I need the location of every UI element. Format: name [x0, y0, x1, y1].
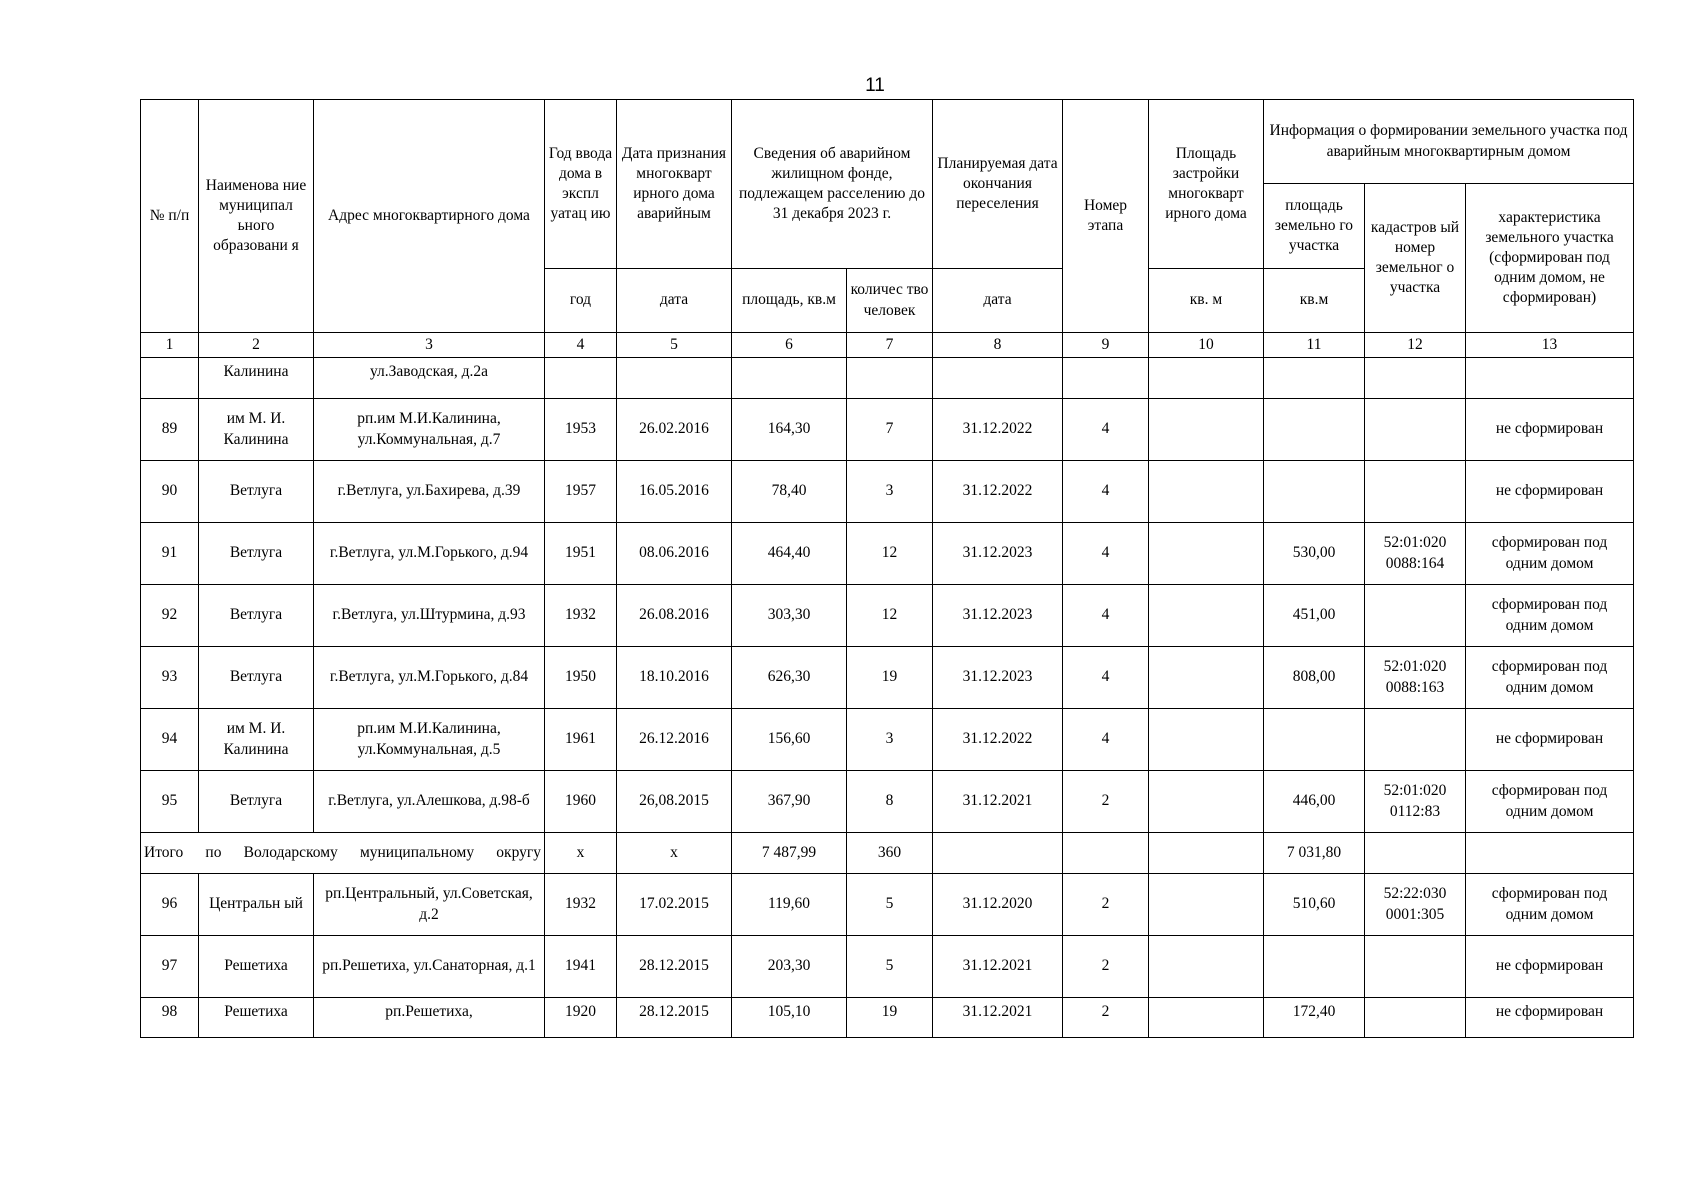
land-characteristic: сформирован под одним домом — [1466, 874, 1634, 936]
fund-area: 303,30 — [732, 585, 847, 647]
col-number: 13 — [1466, 333, 1634, 358]
date-declared: 28.12.2015 — [617, 936, 732, 998]
header-land-char: характеристика земельного участка (сформирован под одним домом, не сформирован) — [1466, 184, 1634, 333]
year-built: 1951 — [545, 523, 617, 585]
date-declared: 26.12.2016 — [617, 709, 732, 771]
land-characteristic: не сформирован — [1466, 936, 1634, 998]
built-area — [1149, 709, 1264, 771]
people-count: 19 — [847, 998, 933, 1038]
header-row-1 — [141, 100, 1634, 184]
total-area: 7 487,99 — [732, 833, 847, 874]
header-planned-date: Планируемая дата окончания переселения — [933, 100, 1063, 269]
cadastral-number — [1365, 998, 1466, 1038]
fund-area: 156,60 — [732, 709, 847, 771]
people-count: 7 — [847, 399, 933, 461]
land-characteristic: не сформирован — [1466, 998, 1634, 1038]
continuation-row — [141, 358, 1634, 399]
address: рп.им М.И.Калинина, ул.Коммунальная, д.5 — [314, 709, 545, 771]
header-built-area: Площадь застройки многокварт ирного дома — [1149, 100, 1264, 269]
built-area — [1149, 771, 1264, 833]
planned-date: 31.12.2021 — [933, 998, 1063, 1038]
date-declared: 26,08.2015 — [617, 771, 732, 833]
date-declared: 16.05.2016 — [617, 461, 732, 523]
municipality: им М. И. Калинина — [199, 709, 314, 771]
col-number: 8 — [933, 333, 1063, 358]
emergency-housing-table — [140, 99, 1634, 1038]
date-declared: 18.10.2016 — [617, 647, 732, 709]
land-area: 510,60 — [1264, 874, 1365, 936]
header-date-declared: Дата признания многокварт ирного дома аварийным — [617, 100, 732, 269]
land-area — [1264, 936, 1365, 998]
col-number: 1 — [141, 333, 199, 358]
cadastral-number: 52:22:030 0001:305 — [1365, 874, 1466, 936]
col-number: 5 — [617, 333, 732, 358]
stage-number: 4 — [1063, 585, 1149, 647]
built-area — [1149, 461, 1264, 523]
land-area — [1264, 399, 1365, 461]
empty-cell — [732, 358, 847, 399]
unit-year: год — [545, 269, 617, 333]
address: рп.им М.И.Калинина, ул.Коммунальная, д.7 — [314, 399, 545, 461]
year-built: 1960 — [545, 771, 617, 833]
continuation-municipality: Калинина — [199, 358, 314, 399]
municipality: Ветлуга — [199, 461, 314, 523]
address: г.Ветлуга, ул.Алешкова, д.98-б — [314, 771, 545, 833]
built-area — [1149, 585, 1264, 647]
people-count: 3 — [847, 709, 933, 771]
planned-date: 31.12.2021 — [933, 771, 1063, 833]
address: г.Ветлуга, ул.Бахирева, д.39 — [314, 461, 545, 523]
cadastral-number: 52:01:020 0088:163 — [1365, 647, 1466, 709]
row-number: 95 — [141, 771, 199, 833]
municipality: Решетиха — [199, 998, 314, 1038]
col-number: 7 — [847, 333, 933, 358]
row-number: 96 — [141, 874, 199, 936]
land-area — [1264, 709, 1365, 771]
cadastral-number: 52:01:020 0088:164 — [1365, 523, 1466, 585]
address: рп.Центральный, ул.Советская, д.2 — [314, 874, 545, 936]
people-count: 19 — [847, 647, 933, 709]
land-characteristic: сформирован под одним домом — [1466, 771, 1634, 833]
year-built: 1957 — [545, 461, 617, 523]
fund-area: 464,40 — [732, 523, 847, 585]
empty-cell — [617, 358, 732, 399]
header-land-info: Информация о формировании земельного участка под аварийным многоквартирным домом — [1264, 100, 1634, 184]
land-characteristic: сформирован под одним домом — [1466, 647, 1634, 709]
header-fund-info: Сведения об аварийном жилищном фонде, подлежащем расселению до 31 декабря 2023 г. — [732, 100, 933, 269]
unit-people: количес тво человек — [847, 269, 933, 333]
municipality: Ветлуга — [199, 585, 314, 647]
continuation-address: ул.Заводская, д.2а — [314, 358, 545, 399]
cadastral-number — [1365, 709, 1466, 771]
table-row — [141, 998, 1634, 1038]
year-built: 1953 — [545, 399, 617, 461]
municipality: Ветлуга — [199, 523, 314, 585]
col-number: 2 — [199, 333, 314, 358]
table-row — [141, 585, 1634, 647]
fund-area: 203,30 — [732, 936, 847, 998]
header-address: Адрес многоквартирного дома — [314, 100, 545, 333]
planned-date: 31.12.2022 — [933, 461, 1063, 523]
cadastral-number: 52:01:020 0112:83 — [1365, 771, 1466, 833]
land-characteristic: сформирован под одним домом — [1466, 523, 1634, 585]
people-count: 12 — [847, 523, 933, 585]
built-area — [1149, 647, 1264, 709]
col-number: 12 — [1365, 333, 1466, 358]
address: г.Ветлуга, ул.М.Горького, д.94 — [314, 523, 545, 585]
fund-area: 119,60 — [732, 874, 847, 936]
unit-area: площадь, кв.м — [732, 269, 847, 333]
year-built: 1950 — [545, 647, 617, 709]
empty-cell — [1063, 358, 1149, 399]
unit-date: дата — [617, 269, 732, 333]
stage-number: 4 — [1063, 461, 1149, 523]
municipality: им М. И. Калинина — [199, 399, 314, 461]
total-label: Итого по Володарскому муниципальному округу — [141, 833, 545, 874]
page-number: 11 — [865, 75, 885, 96]
empty-cell — [933, 358, 1063, 399]
cadastral-number — [1365, 399, 1466, 461]
land-area: 446,00 — [1264, 771, 1365, 833]
stage-number: 2 — [1063, 998, 1149, 1038]
empty-cell — [1365, 358, 1466, 399]
col-number: 9 — [1063, 333, 1149, 358]
planned-date: 31.12.2023 — [933, 585, 1063, 647]
municipality: Решетиха — [199, 936, 314, 998]
header-municipality: Наименова ние муниципал ьного образовани я — [199, 100, 314, 333]
year-built: 1920 — [545, 998, 617, 1038]
year-built: 1932 — [545, 874, 617, 936]
land-area: 451,00 — [1264, 585, 1365, 647]
empty-cell — [1264, 358, 1365, 399]
total-date: x — [617, 833, 732, 874]
table-row — [141, 709, 1634, 771]
cadastral-number — [1365, 936, 1466, 998]
built-area — [1149, 874, 1264, 936]
people-count: 5 — [847, 874, 933, 936]
land-characteristic: не сформирован — [1466, 399, 1634, 461]
unit-planned-date: дата — [933, 269, 1063, 333]
header-num: № п/п — [141, 100, 199, 333]
row-number: 94 — [141, 709, 199, 771]
table-row — [141, 647, 1634, 709]
total-year: x — [545, 833, 617, 874]
land-area: 808,00 — [1264, 647, 1365, 709]
empty-cell — [847, 358, 933, 399]
planned-date: 31.12.2021 — [933, 936, 1063, 998]
land-area — [1264, 461, 1365, 523]
total-cadastral — [1365, 833, 1466, 874]
stage-number: 2 — [1063, 771, 1149, 833]
stage-number: 2 — [1063, 874, 1149, 936]
address: г.Ветлуга, ул.М.Горького, д.84 — [314, 647, 545, 709]
people-count: 5 — [847, 936, 933, 998]
total-built-area — [1149, 833, 1264, 874]
row-number: 92 — [141, 585, 199, 647]
row-number: 89 — [141, 399, 199, 461]
date-declared: 28.12.2015 — [617, 998, 732, 1038]
col-number: 4 — [545, 333, 617, 358]
header-cadastral: кадастров ый номер земельног о участка — [1365, 184, 1466, 333]
date-declared: 17.02.2015 — [617, 874, 732, 936]
year-built: 1941 — [545, 936, 617, 998]
address: г.Ветлуга, ул.Штурмина, д.93 — [314, 585, 545, 647]
fund-area: 367,90 — [732, 771, 847, 833]
empty-cell — [545, 358, 617, 399]
municipality: Ветлуга — [199, 771, 314, 833]
total-people: 360 — [847, 833, 933, 874]
total-planned-date — [933, 833, 1063, 874]
empty-cell — [1149, 358, 1264, 399]
date-declared: 26.02.2016 — [617, 399, 732, 461]
col-number: 3 — [314, 333, 545, 358]
planned-date: 31.12.2022 — [933, 399, 1063, 461]
header-land-area: площадь земельно го участка — [1264, 184, 1365, 269]
empty-cell — [141, 358, 199, 399]
municipality: Центральн ый — [199, 874, 314, 936]
date-declared: 08.06.2016 — [617, 523, 732, 585]
column-number-row — [141, 333, 1634, 358]
header-year-built: Год ввода дома в экспл уатац ию — [545, 100, 617, 269]
stage-number: 4 — [1063, 399, 1149, 461]
table-row — [141, 461, 1634, 523]
year-built: 1961 — [545, 709, 617, 771]
fund-area: 626,30 — [732, 647, 847, 709]
unit-built-area: кв. м — [1149, 269, 1264, 333]
fund-area: 105,10 — [732, 998, 847, 1038]
people-count: 3 — [847, 461, 933, 523]
date-declared: 26.08.2016 — [617, 585, 732, 647]
built-area — [1149, 523, 1264, 585]
header-stage: Номер этапа — [1063, 100, 1149, 333]
cadastral-number — [1365, 585, 1466, 647]
address: рп.Решетиха, — [314, 998, 545, 1038]
stage-number: 2 — [1063, 936, 1149, 998]
land-characteristic: не сформирован — [1466, 461, 1634, 523]
row-number: 97 — [141, 936, 199, 998]
col-number: 11 — [1264, 333, 1365, 358]
table-row — [141, 523, 1634, 585]
total-land-area: 7 031,80 — [1264, 833, 1365, 874]
row-number: 91 — [141, 523, 199, 585]
total-stage — [1063, 833, 1149, 874]
land-characteristic: сформирован под одним домом — [1466, 585, 1634, 647]
col-number: 6 — [732, 333, 847, 358]
built-area — [1149, 399, 1264, 461]
row-number: 98 — [141, 998, 199, 1038]
row-number: 93 — [141, 647, 199, 709]
table-row — [141, 936, 1634, 998]
stage-number: 4 — [1063, 523, 1149, 585]
table-row — [141, 771, 1634, 833]
fund-area: 164,30 — [732, 399, 847, 461]
year-built: 1932 — [545, 585, 617, 647]
cadastral-number — [1365, 461, 1466, 523]
stage-number: 4 — [1063, 709, 1149, 771]
row-number: 90 — [141, 461, 199, 523]
empty-cell — [1466, 358, 1634, 399]
table-row — [141, 399, 1634, 461]
planned-date: 31.12.2020 — [933, 874, 1063, 936]
unit-land-area: кв.м — [1264, 269, 1365, 333]
planned-date: 31.12.2023 — [933, 647, 1063, 709]
planned-date: 31.12.2022 — [933, 709, 1063, 771]
municipality: Ветлуга — [199, 647, 314, 709]
people-count: 8 — [847, 771, 933, 833]
col-number: 10 — [1149, 333, 1264, 358]
table-row — [141, 874, 1634, 936]
fund-area: 78,40 — [732, 461, 847, 523]
address: рп.Решетиха, ул.Санаторная, д.1 — [314, 936, 545, 998]
land-area: 172,40 — [1264, 998, 1365, 1038]
stage-number: 4 — [1063, 647, 1149, 709]
people-count: 12 — [847, 585, 933, 647]
land-area: 530,00 — [1264, 523, 1365, 585]
land-characteristic: не сформирован — [1466, 709, 1634, 771]
total-row — [141, 833, 1634, 874]
built-area — [1149, 936, 1264, 998]
planned-date: 31.12.2023 — [933, 523, 1063, 585]
built-area — [1149, 998, 1264, 1038]
total-characteristic — [1466, 833, 1634, 874]
